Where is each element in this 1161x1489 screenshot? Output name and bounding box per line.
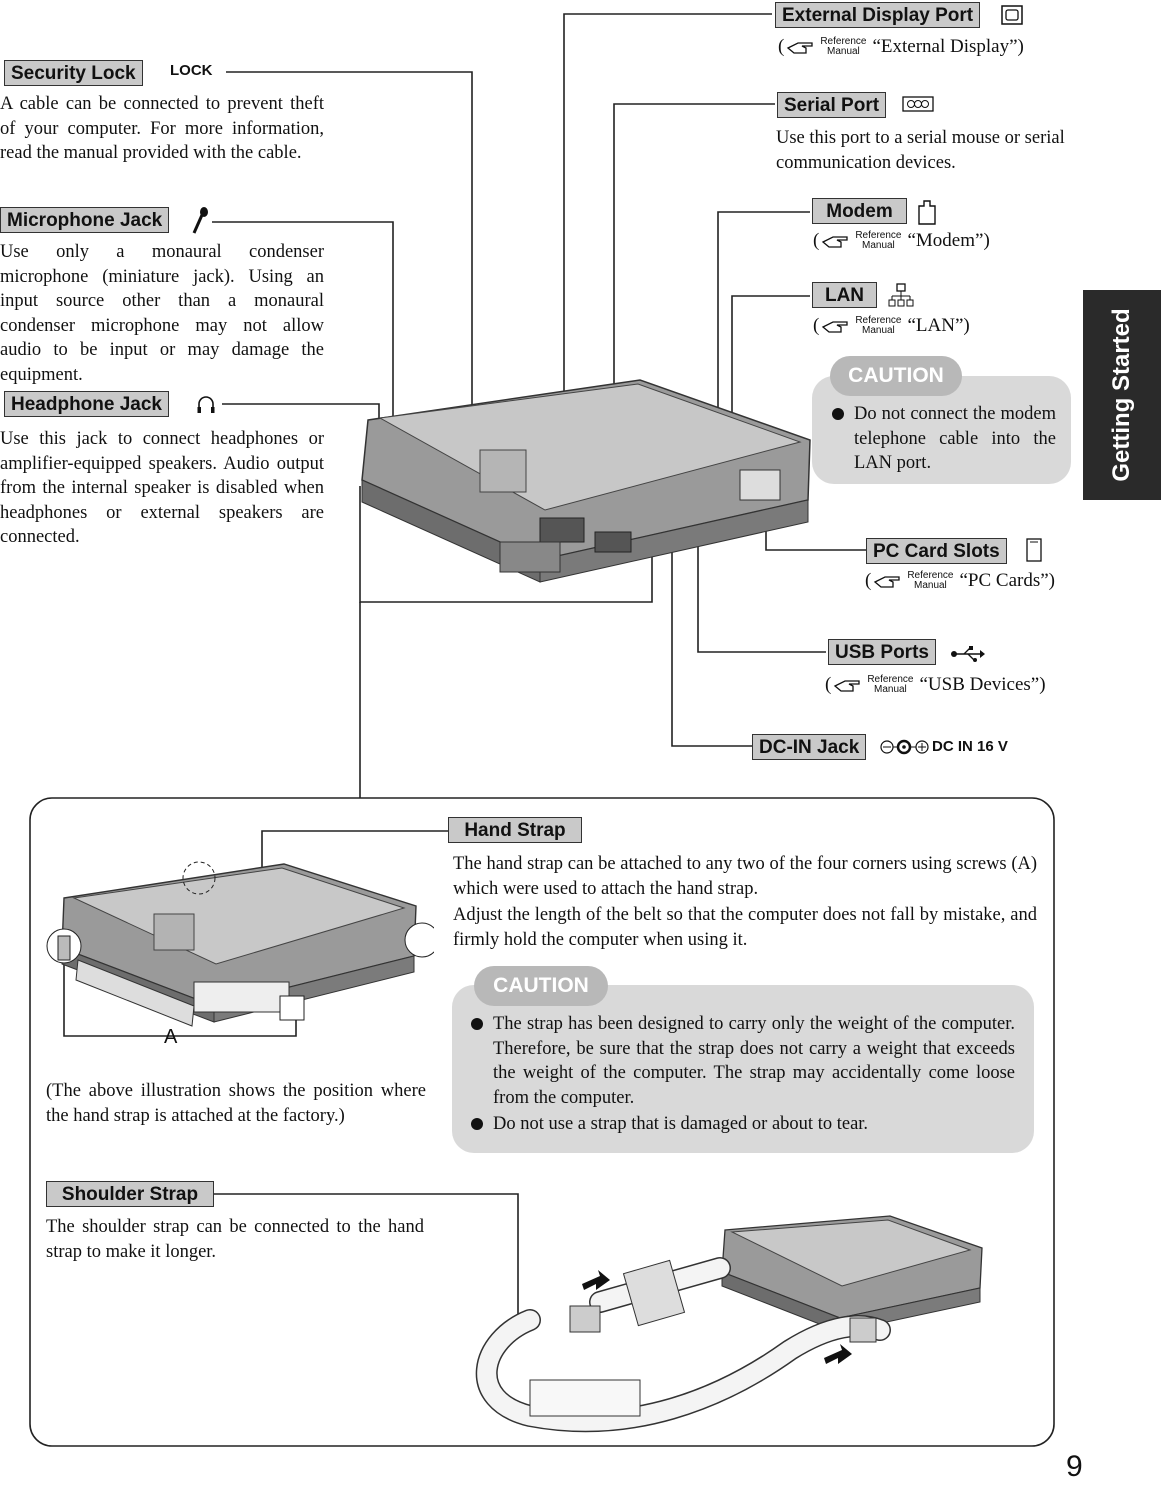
bullet-dot <box>471 1118 483 1130</box>
pc-card-slots-label: PC Card Slots <box>866 538 1007 564</box>
dc-polarity-icon <box>880 738 930 756</box>
lock-symbol: LOCK <box>170 62 213 79</box>
ref-line1: Reference <box>855 315 902 326</box>
laptop-ports-illustration <box>340 360 820 600</box>
shoulder-strap-label: Shoulder Strap <box>46 1181 214 1207</box>
open-paren: ( <box>778 36 785 57</box>
usb-icon <box>950 645 986 663</box>
lan-ref <box>813 315 970 337</box>
reference-manual-icon <box>821 316 901 336</box>
ref-line1: Reference <box>820 36 867 47</box>
hand-strap-caption: (The above illustration shows the position where the hand strap is attached at the factory.) <box>46 1081 426 1126</box>
caution-strap-item-1 <box>493 1012 1015 1110</box>
caution-title-strap: CAUTION <box>474 966 608 1006</box>
microphone-jack-label: Microphone Jack <box>0 207 169 233</box>
ref-line2: Manual <box>861 325 895 336</box>
pc-card-ref <box>865 570 1055 592</box>
usb-ports-label: USB Ports <box>828 639 936 665</box>
pc-card-icon <box>1025 537 1043 563</box>
open-paren: ( <box>813 230 820 251</box>
section-tab-label: Getting Started <box>1108 308 1135 482</box>
ref-line2: Manual <box>873 684 907 695</box>
ref-line1: Reference <box>855 230 902 241</box>
section-tab <box>1083 290 1161 500</box>
screw-marker: A <box>164 1026 178 1048</box>
serial-port-label: Serial Port <box>777 92 886 118</box>
reference-manual-icon <box>786 37 866 57</box>
dc-in-symbol: DC IN 16 V <box>932 738 1008 755</box>
headphone-jack-label: Headphone Jack <box>4 391 169 417</box>
serial-port-icon <box>902 95 934 113</box>
caution-strap-text-2: Do not use a strap that is damaged or about to tear. <box>493 1114 869 1134</box>
page-number: 9 <box>1066 1450 1083 1483</box>
shoulder-strap-illustration <box>470 1210 1020 1440</box>
caution-lan-item <box>854 402 1056 476</box>
usb-ref <box>825 674 1046 696</box>
caution-strap-item-2 <box>493 1112 1015 1137</box>
bullet-dot <box>471 1018 483 1030</box>
hand-strap-text-2: Adjust the length of the belt so that the computer does not fall by mistake, and firmly hold the computer when using it. <box>453 905 1037 950</box>
reference-manual-icon <box>873 571 953 591</box>
external-display-ref <box>778 36 1024 58</box>
modem-icon <box>916 198 938 226</box>
hand-strap-text-1: The hand strap can be attached to any two of the four corners using screws (A) which were used to attach the hand strap. <box>453 854 1037 899</box>
shoulder-strap-text: The shoulder strap can be connected to the hand strap to make it longer. <box>46 1217 424 1262</box>
caution-strap-text-1: The strap has been designed to carry only the weight of the computer. Therefore, be sure that the strap does not carry a weight that exceeds the weight of the computer. The strap may accidentally come loose from the computer. <box>493 1014 1015 1108</box>
ref-line2: Manual <box>861 240 895 251</box>
display-port-icon <box>1000 4 1024 26</box>
dc-in-jack-label: DC-IN Jack <box>752 734 866 760</box>
security-lock-label: Security Lock <box>4 60 143 86</box>
headphone-jack-text: Use this jack to connect headphones or amplifier-equipped speakers. Audio output from the internal speaker is disabled when headphones or external speakers are connected. <box>0 429 324 547</box>
bullet-dot <box>832 408 844 420</box>
ref-line1: Reference <box>907 570 954 581</box>
hand-strap-label: Hand Strap <box>448 817 582 843</box>
caution-title-lan: CAUTION <box>830 356 962 396</box>
pc-card-ref-text: “PC Cards”) <box>959 570 1055 591</box>
reference-manual-icon <box>833 675 913 695</box>
open-paren: ( <box>813 315 820 336</box>
headphone-icon <box>196 394 216 416</box>
serial-port-text: Use this port to a serial mouse or serial communication devices. <box>776 128 1065 173</box>
ref-line2: Manual <box>913 580 947 591</box>
lan-icon <box>888 283 914 309</box>
reference-manual-icon <box>821 231 901 251</box>
modem-ref-text: “Modem”) <box>907 230 990 251</box>
microphone-jack-text: Use only a monaural condenser microphone (miniature jack). Using an input source other than a monaural condenser microphone may not allow audio to be input or may damage the equipment. <box>0 242 324 385</box>
external-display-port-label: External Display Port <box>775 2 980 28</box>
lan-label: LAN <box>812 282 877 308</box>
modem-label: Modem <box>812 198 907 224</box>
ref-line1: Reference <box>867 674 914 685</box>
modem-ref <box>813 230 990 252</box>
open-paren: ( <box>825 674 832 695</box>
hand-strap-illustration <box>44 856 434 1042</box>
security-lock-text: A cable can be connected to prevent theft of your computer. For more information, read the manual provided with the cable. <box>0 94 324 163</box>
caution-lan-text: Do not connect the modem telephone cable into the LAN port. <box>854 404 1056 473</box>
usb-ref-text: “USB Devices”) <box>919 674 1046 695</box>
open-paren: ( <box>865 570 872 591</box>
microphone-icon <box>188 205 210 235</box>
external-display-ref-text: “External Display”) <box>872 36 1024 57</box>
ref-line2: Manual <box>826 46 860 57</box>
lan-ref-text: “LAN”) <box>907 315 970 336</box>
